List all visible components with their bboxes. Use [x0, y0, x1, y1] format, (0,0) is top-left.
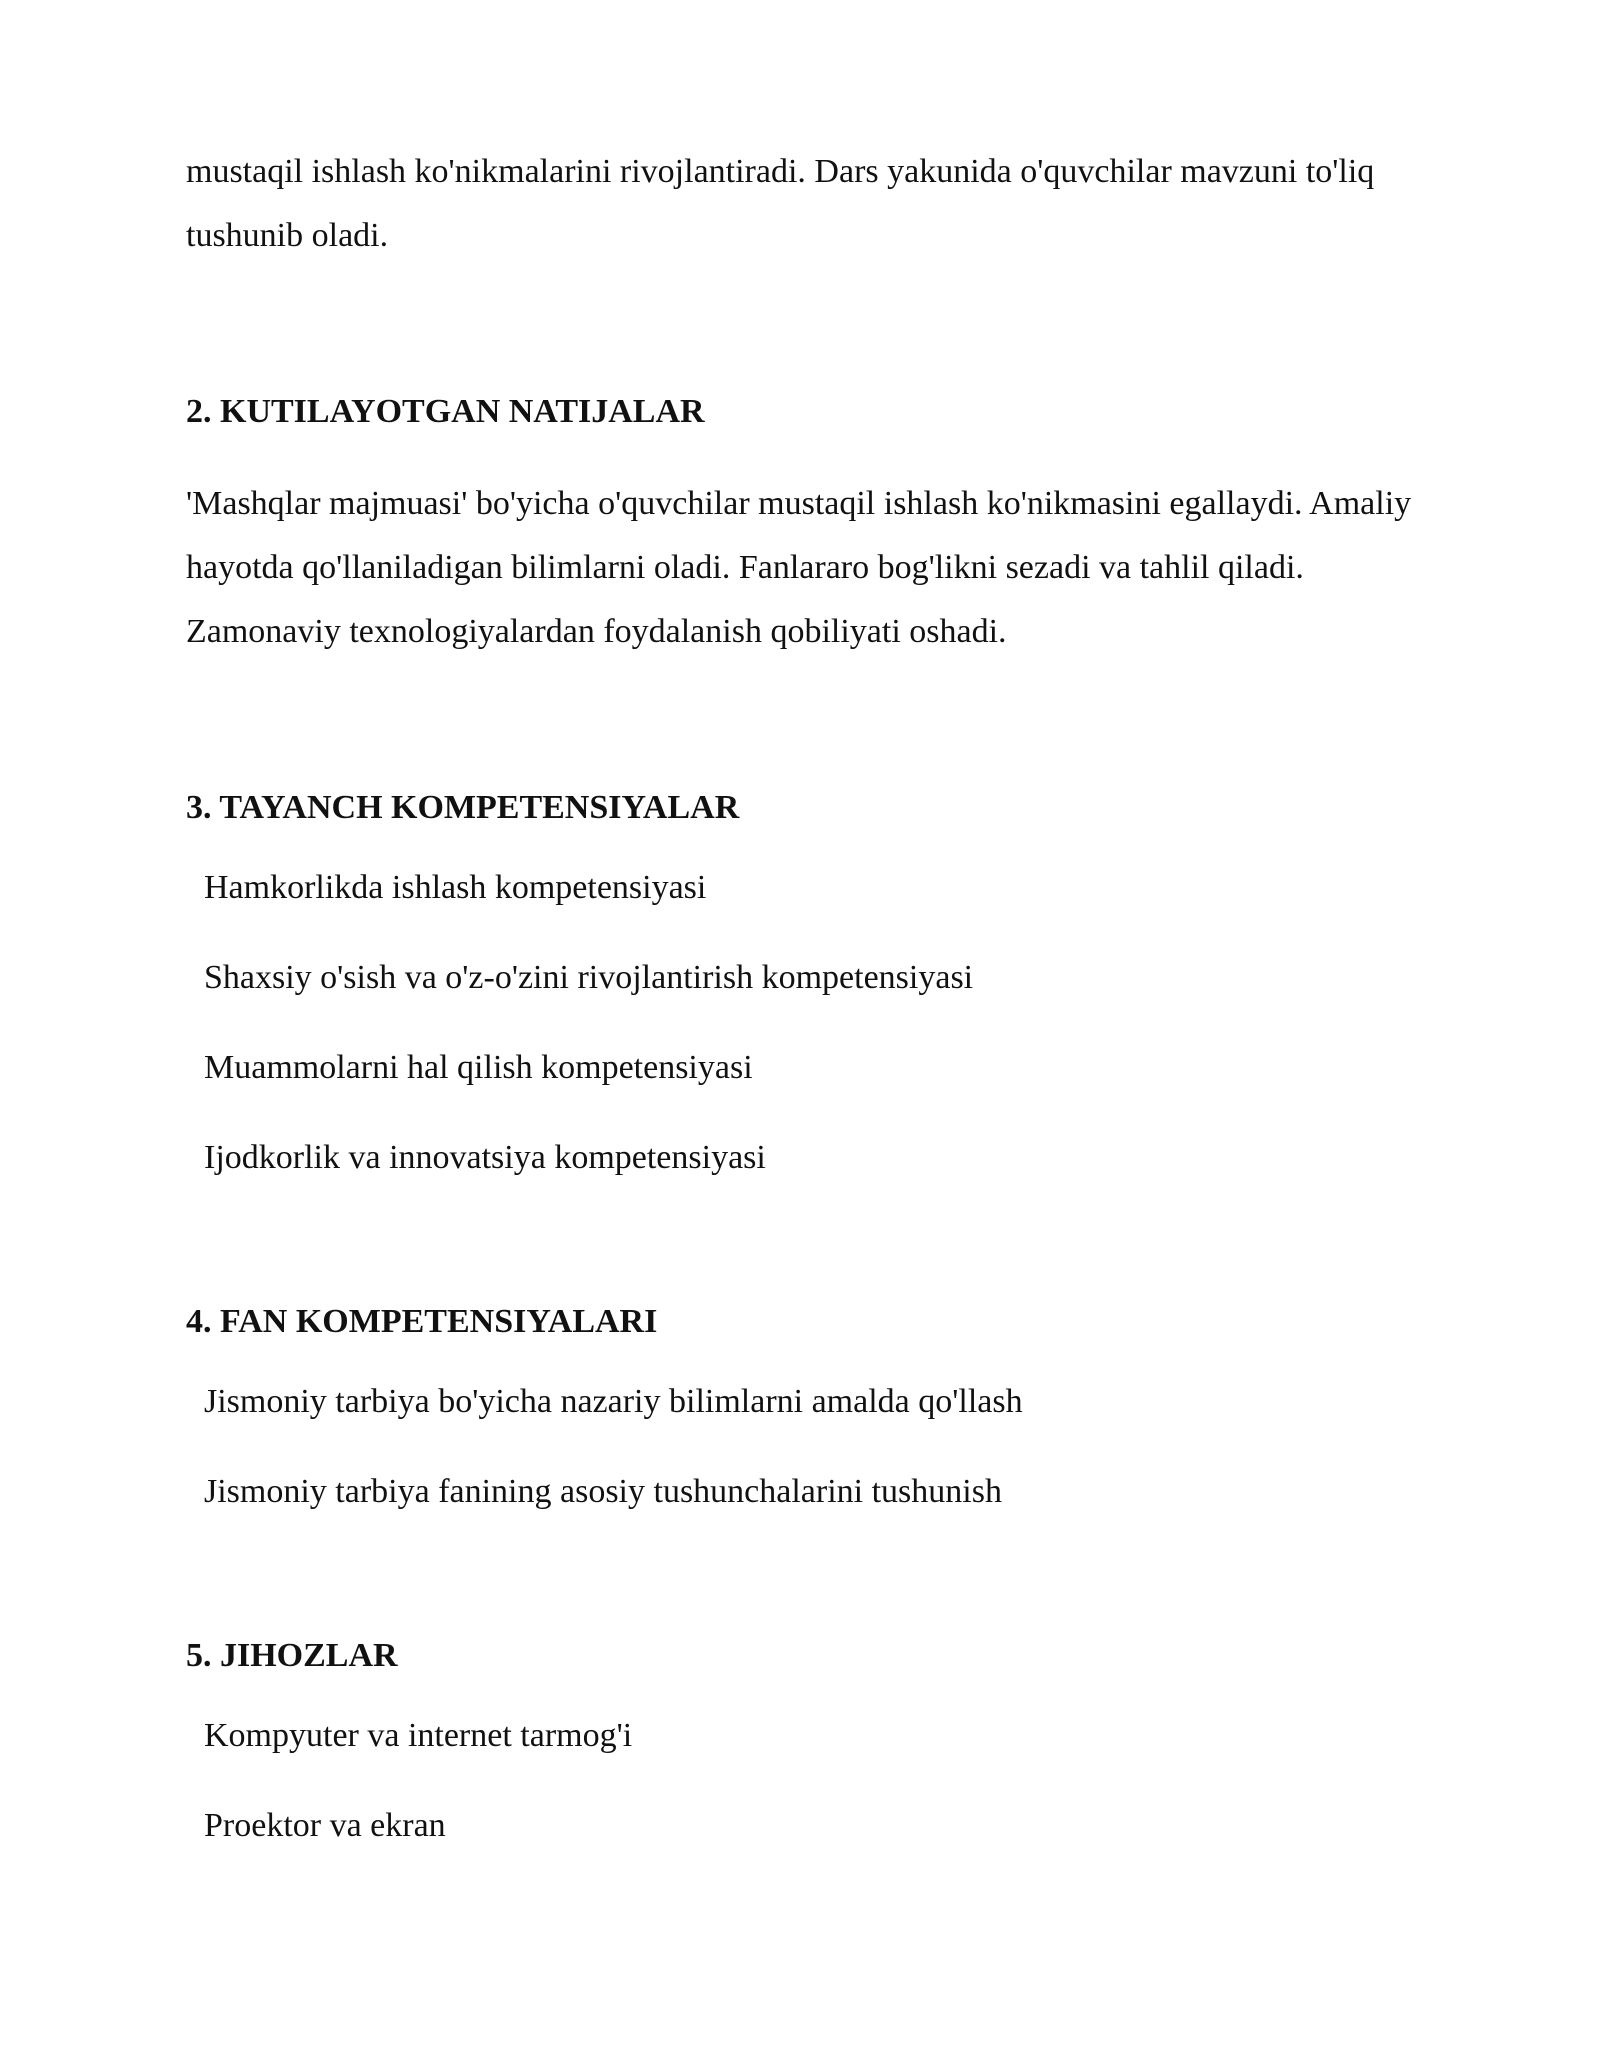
competency-list	[186, 868, 1426, 1178]
section-fan-kompetensiyalari	[186, 1302, 1426, 1512]
list-item: Muammolarni hal qilish kompetensiyasi	[204, 1049, 753, 1086]
list-item: Proektor va ekran	[204, 1807, 446, 1844]
section-kutilayotgan-natijalar	[186, 392, 1426, 664]
list-item: Jismoniy tarbiya fanining asosiy tushunchalarini tushunish	[204, 1473, 1002, 1510]
list-item: Shaxsiy o'sish va o'z-o'zini rivojlantirish kompetensiyasi	[204, 959, 974, 996]
section-jihozlar	[186, 1636, 1426, 1846]
list-item: Hamkorlikda ishlash kompetensiyasi	[204, 869, 707, 906]
list-item: Ijodkorlik va innovatsiya kompetensiyasi	[204, 1139, 766, 1176]
section-title: 5. JIHOZLAR	[186, 1637, 398, 1674]
section-paragraph: 'Mashqlar majmuasi' bo'yicha o'quvchilar mustaqil ishlash ko'nikmasini egallaydi. Amaliy hayotda qo'llaniladigan bilimlarni oladi. Fanlararo bog'likni sezadi va tahlil qiladi. Zamonaviy texnologiyalardan foydalanish qobiliyati oshadi.	[186, 485, 1412, 650]
list-item: Kompyuter va internet tarmog'i	[204, 1717, 633, 1754]
section-tayanch-kompetensiyalar	[186, 788, 1426, 1178]
list-item: Jismoniy tarbiya bo'yicha nazariy bilimlarni amalda qo'llash	[204, 1383, 1023, 1420]
equipment-list	[186, 1716, 1426, 1846]
intro-paragraph: mustaqil ishlash ko'nikmalarini rivojlantiradi. Dars yakunida o'quvchilar mavzuni to'liq tushunib oladi.	[186, 153, 1375, 254]
section-title: 3. TAYANCH KOMPETENSIYALAR	[186, 789, 740, 826]
document-page	[186, 140, 1426, 1846]
subject-competency-list	[186, 1382, 1426, 1512]
section-title: 4. FAN KOMPETENSIYALARI	[186, 1303, 658, 1340]
section-title: 2. KUTILAYOTGAN NATIJALAR	[186, 393, 705, 430]
